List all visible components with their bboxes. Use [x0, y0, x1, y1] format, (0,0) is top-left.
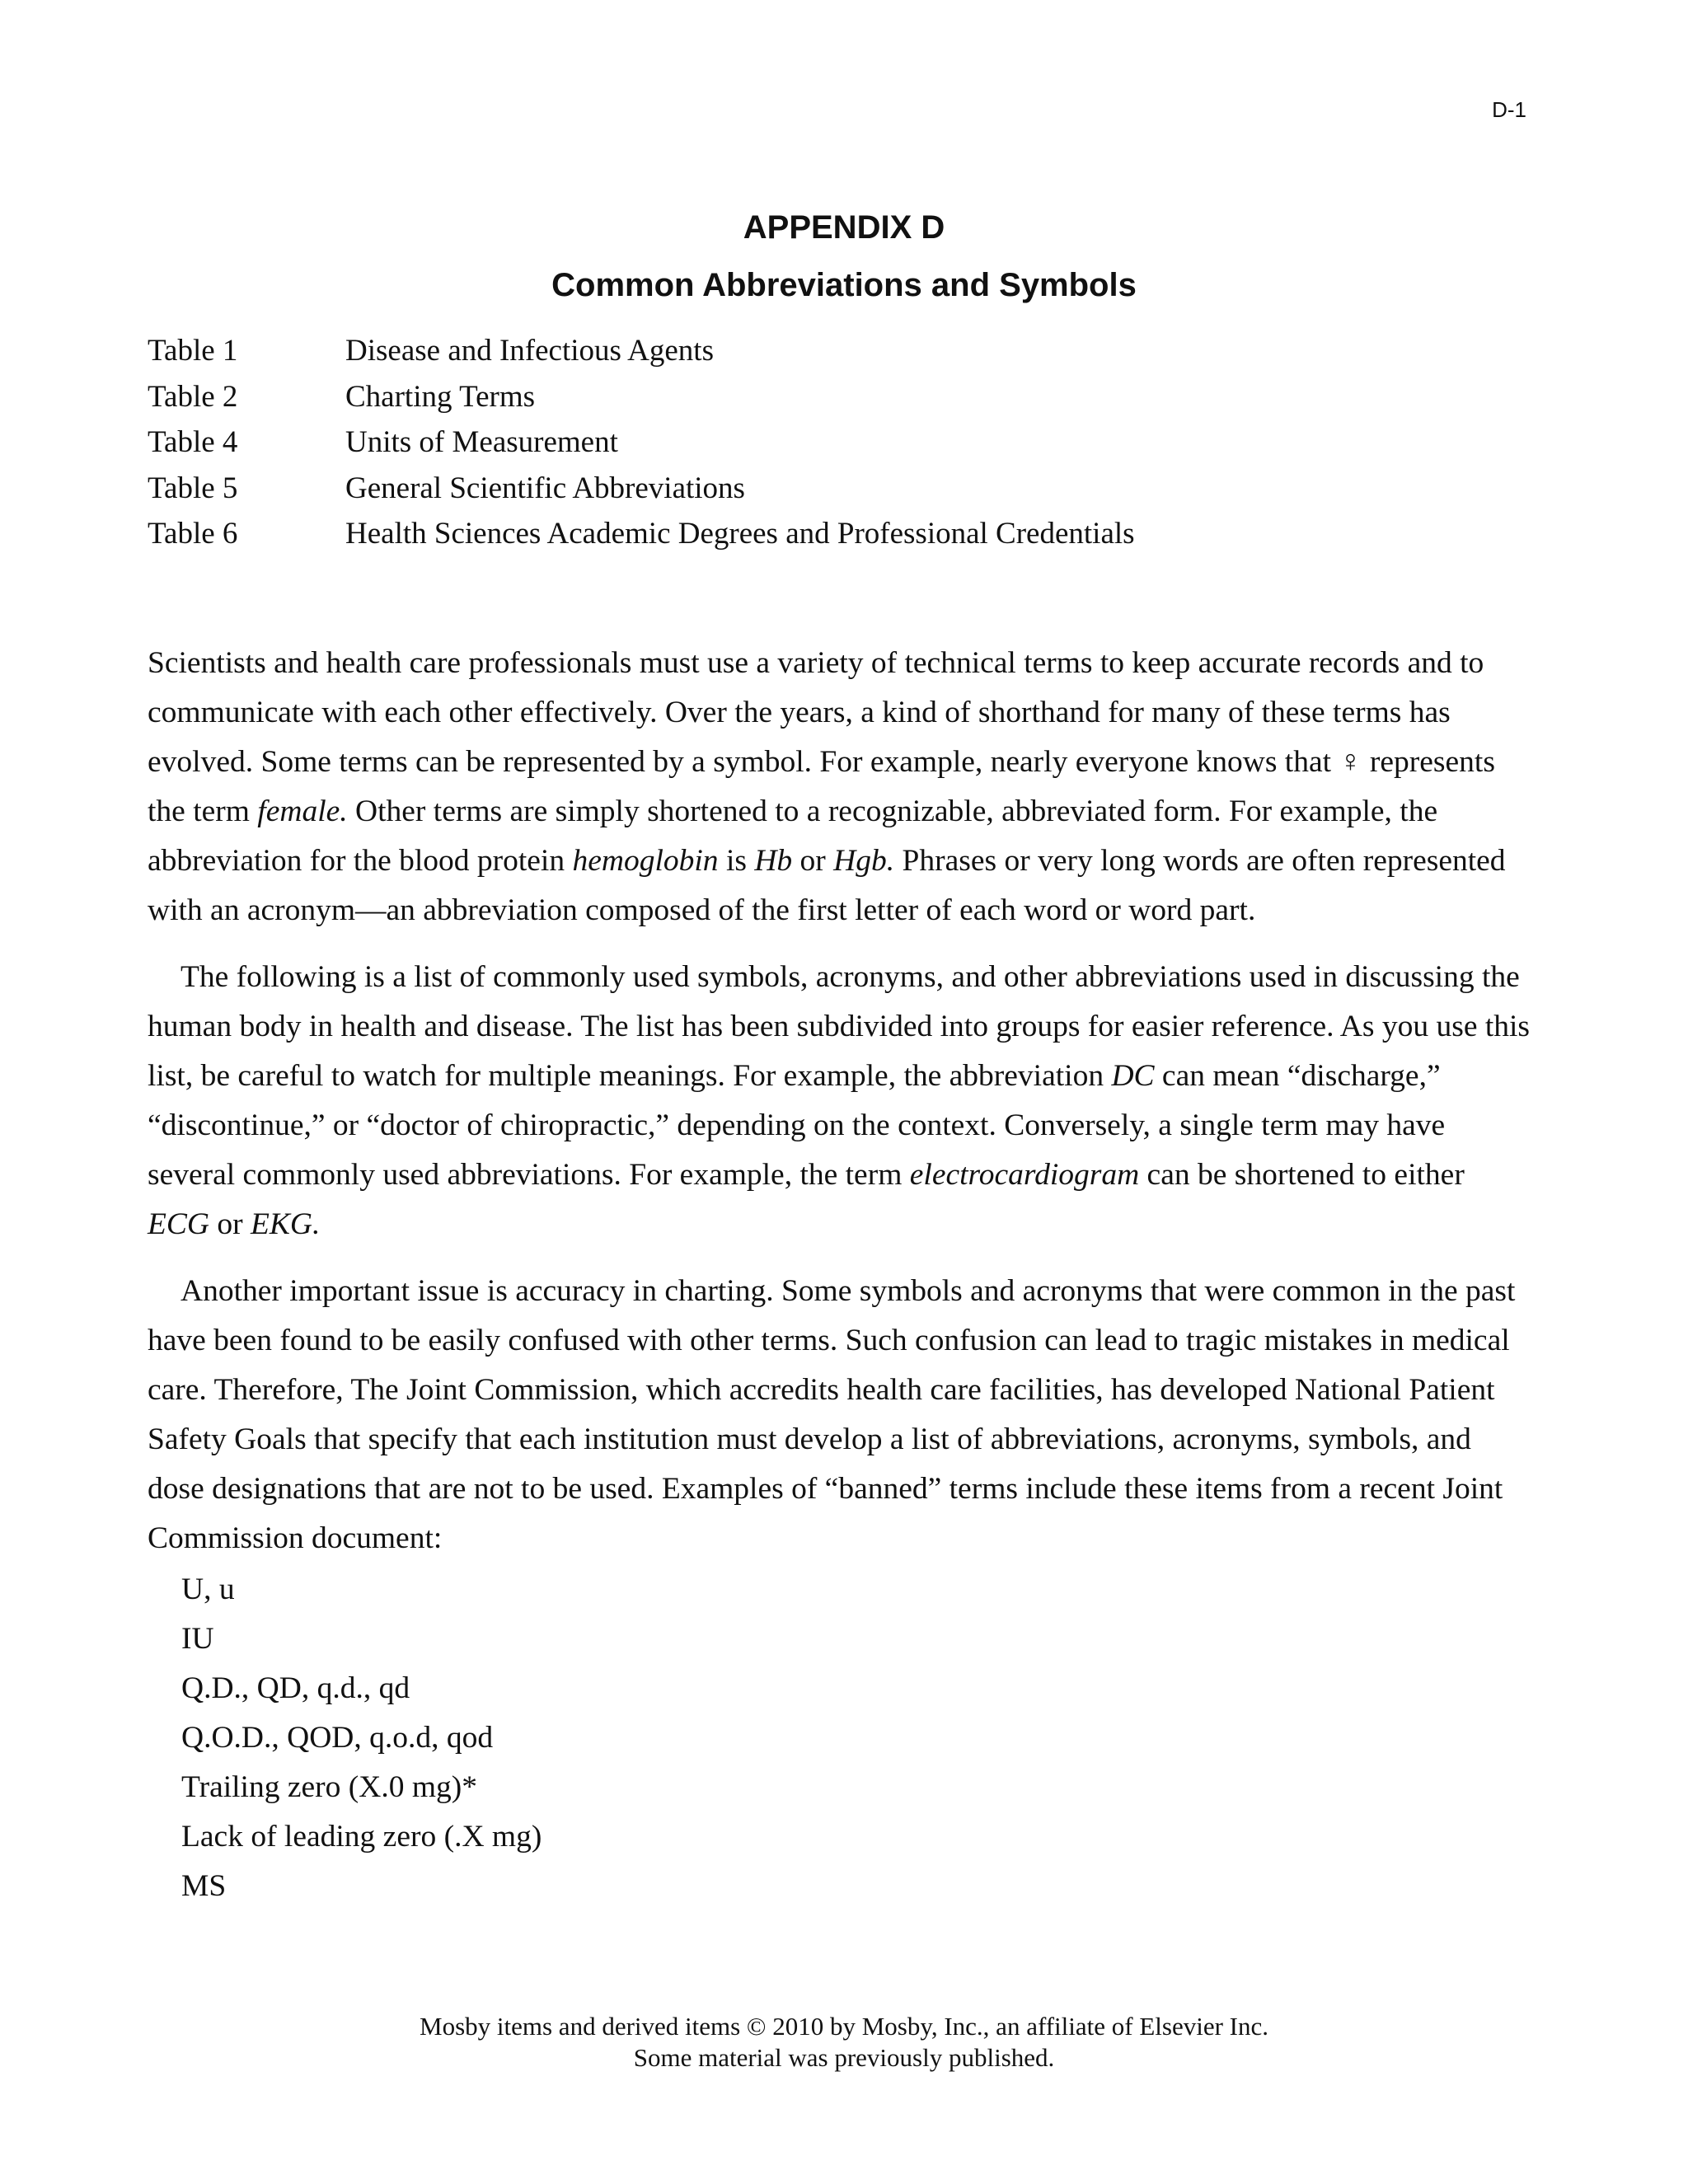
abbr-hgb: Hgb. [833, 844, 895, 878]
body-text [148, 639, 1532, 1911]
toc-item [148, 419, 1135, 466]
toc-table-title: Charting Terms [345, 379, 536, 414]
term-hemoglobin: hemoglobin [572, 844, 719, 878]
abbr-ecg: ECG [148, 1207, 209, 1241]
list-item: U, u [181, 1572, 235, 1606]
list-item: MS [181, 1869, 227, 1903]
list-item: Trailing zero (X.0 mg)* [181, 1770, 477, 1804]
toc-item [148, 374, 1135, 420]
toc-item [148, 511, 1135, 557]
copyright-footer [0, 2011, 1688, 2074]
charting-accuracy-paragraph: Another important issue is accuracy in charting. Some symbols and acronyms that were common in the past have been found to be easily confused with other terms. Such confusion can lead to tragic mistakes in medical care. Therefore, The Joint Commission, which accredits health care facilities, has developed National Patient Safety Goals that specify that each institution must develop a list of abbreviations, acronyms, symbols, and dose designations that are not to be used. Examples of “banned” terms include these items from a recent Joint Commission document: [148, 1274, 1516, 1555]
toc-table-number: Table 5 [148, 471, 238, 505]
term-female: female. [257, 794, 348, 828]
text-run: Other terms are simply shortened to a recognizable, abbreviated form. For example, the abbreviation for the blood protein [148, 794, 1438, 878]
text-run: represents the term [148, 745, 1495, 828]
list-item: IU [181, 1622, 214, 1656]
banned-terms-list [181, 1565, 1532, 1911]
toc-table-title: Disease and Infectious Agents [345, 334, 714, 368]
term-electrocardiogram: electrocardiogram [909, 1158, 1140, 1192]
text-run: is [718, 844, 755, 878]
text-run: can mean “discharge,” “discontinue,” or “doctor of chiropractic,” depending on the context. Conversely, a single term may have several commonly used abbreviations. For example, the term [148, 1059, 1446, 1192]
toc-table-title: General Scientific Abbreviations [345, 471, 745, 505]
text-run: or [792, 844, 834, 878]
abbr-dc: DC [1111, 1059, 1155, 1093]
appendix-label: APPENDIX D [743, 209, 945, 246]
publication-note: Some material was previously published. [633, 2043, 1055, 2072]
text-run: Scientists and health care professionals must use a variety of technical terms to keep accurate records and to communicate with each other effectively. Over the years, a kind of shorthand for many of these terms has evolved. Some terms can be represented by a symbol. For example, nearly everyone knows that [148, 646, 1484, 779]
toc-item [148, 328, 1135, 374]
toc-table-title: Health Sciences Academic Degrees and Professional Credentials [345, 517, 1135, 551]
page-header [0, 211, 1688, 302]
copyright-line: Mosby items and derived items © 2010 by Mosby, Inc., an affiliate of Elsevier Inc. [420, 2012, 1268, 2041]
list-item: Lack of leading zero (.X mg) [181, 1820, 542, 1854]
page-number: D-1 [1492, 97, 1526, 122]
toc-table-number: Table 4 [148, 425, 238, 459]
list-item: Q.D., QD, q.d., qd [181, 1671, 410, 1705]
multiple-meanings-paragraph [148, 953, 1532, 1249]
text-run: can be shortened to either [1139, 1158, 1465, 1192]
list-item: Q.O.D., QOD, q.o.d, qod [181, 1721, 494, 1755]
female-symbol-icon: ♀ [1339, 745, 1362, 779]
toc-item [148, 466, 1135, 512]
toc-table-title: Units of Measurement [345, 425, 618, 459]
toc-table-number: Table 2 [148, 379, 238, 414]
intro-paragraph [148, 639, 1532, 935]
abbr-hb: Hb [754, 844, 793, 878]
toc-table-number: Table 6 [148, 517, 238, 551]
page-title: Common Abbreviations and Symbols [551, 267, 1137, 303]
text-run: The following is a list of commonly used symbols, acronyms, and other abbreviations used in discussing the human body in health and disease. The list has been subdivided into groups for easier reference. As you use this list, be careful to watch for multiple meanings. For example, the abbreviation [148, 960, 1531, 1093]
text-run: or [209, 1207, 251, 1241]
table-of-contents [148, 328, 1135, 557]
abbr-ekg: EKG. [251, 1207, 321, 1241]
text-run: Phrases or very long words are often represented with an acronym—an abbreviation composed of the first letter of each word or word part. [148, 844, 1506, 927]
toc-table-number: Table 1 [148, 334, 238, 368]
